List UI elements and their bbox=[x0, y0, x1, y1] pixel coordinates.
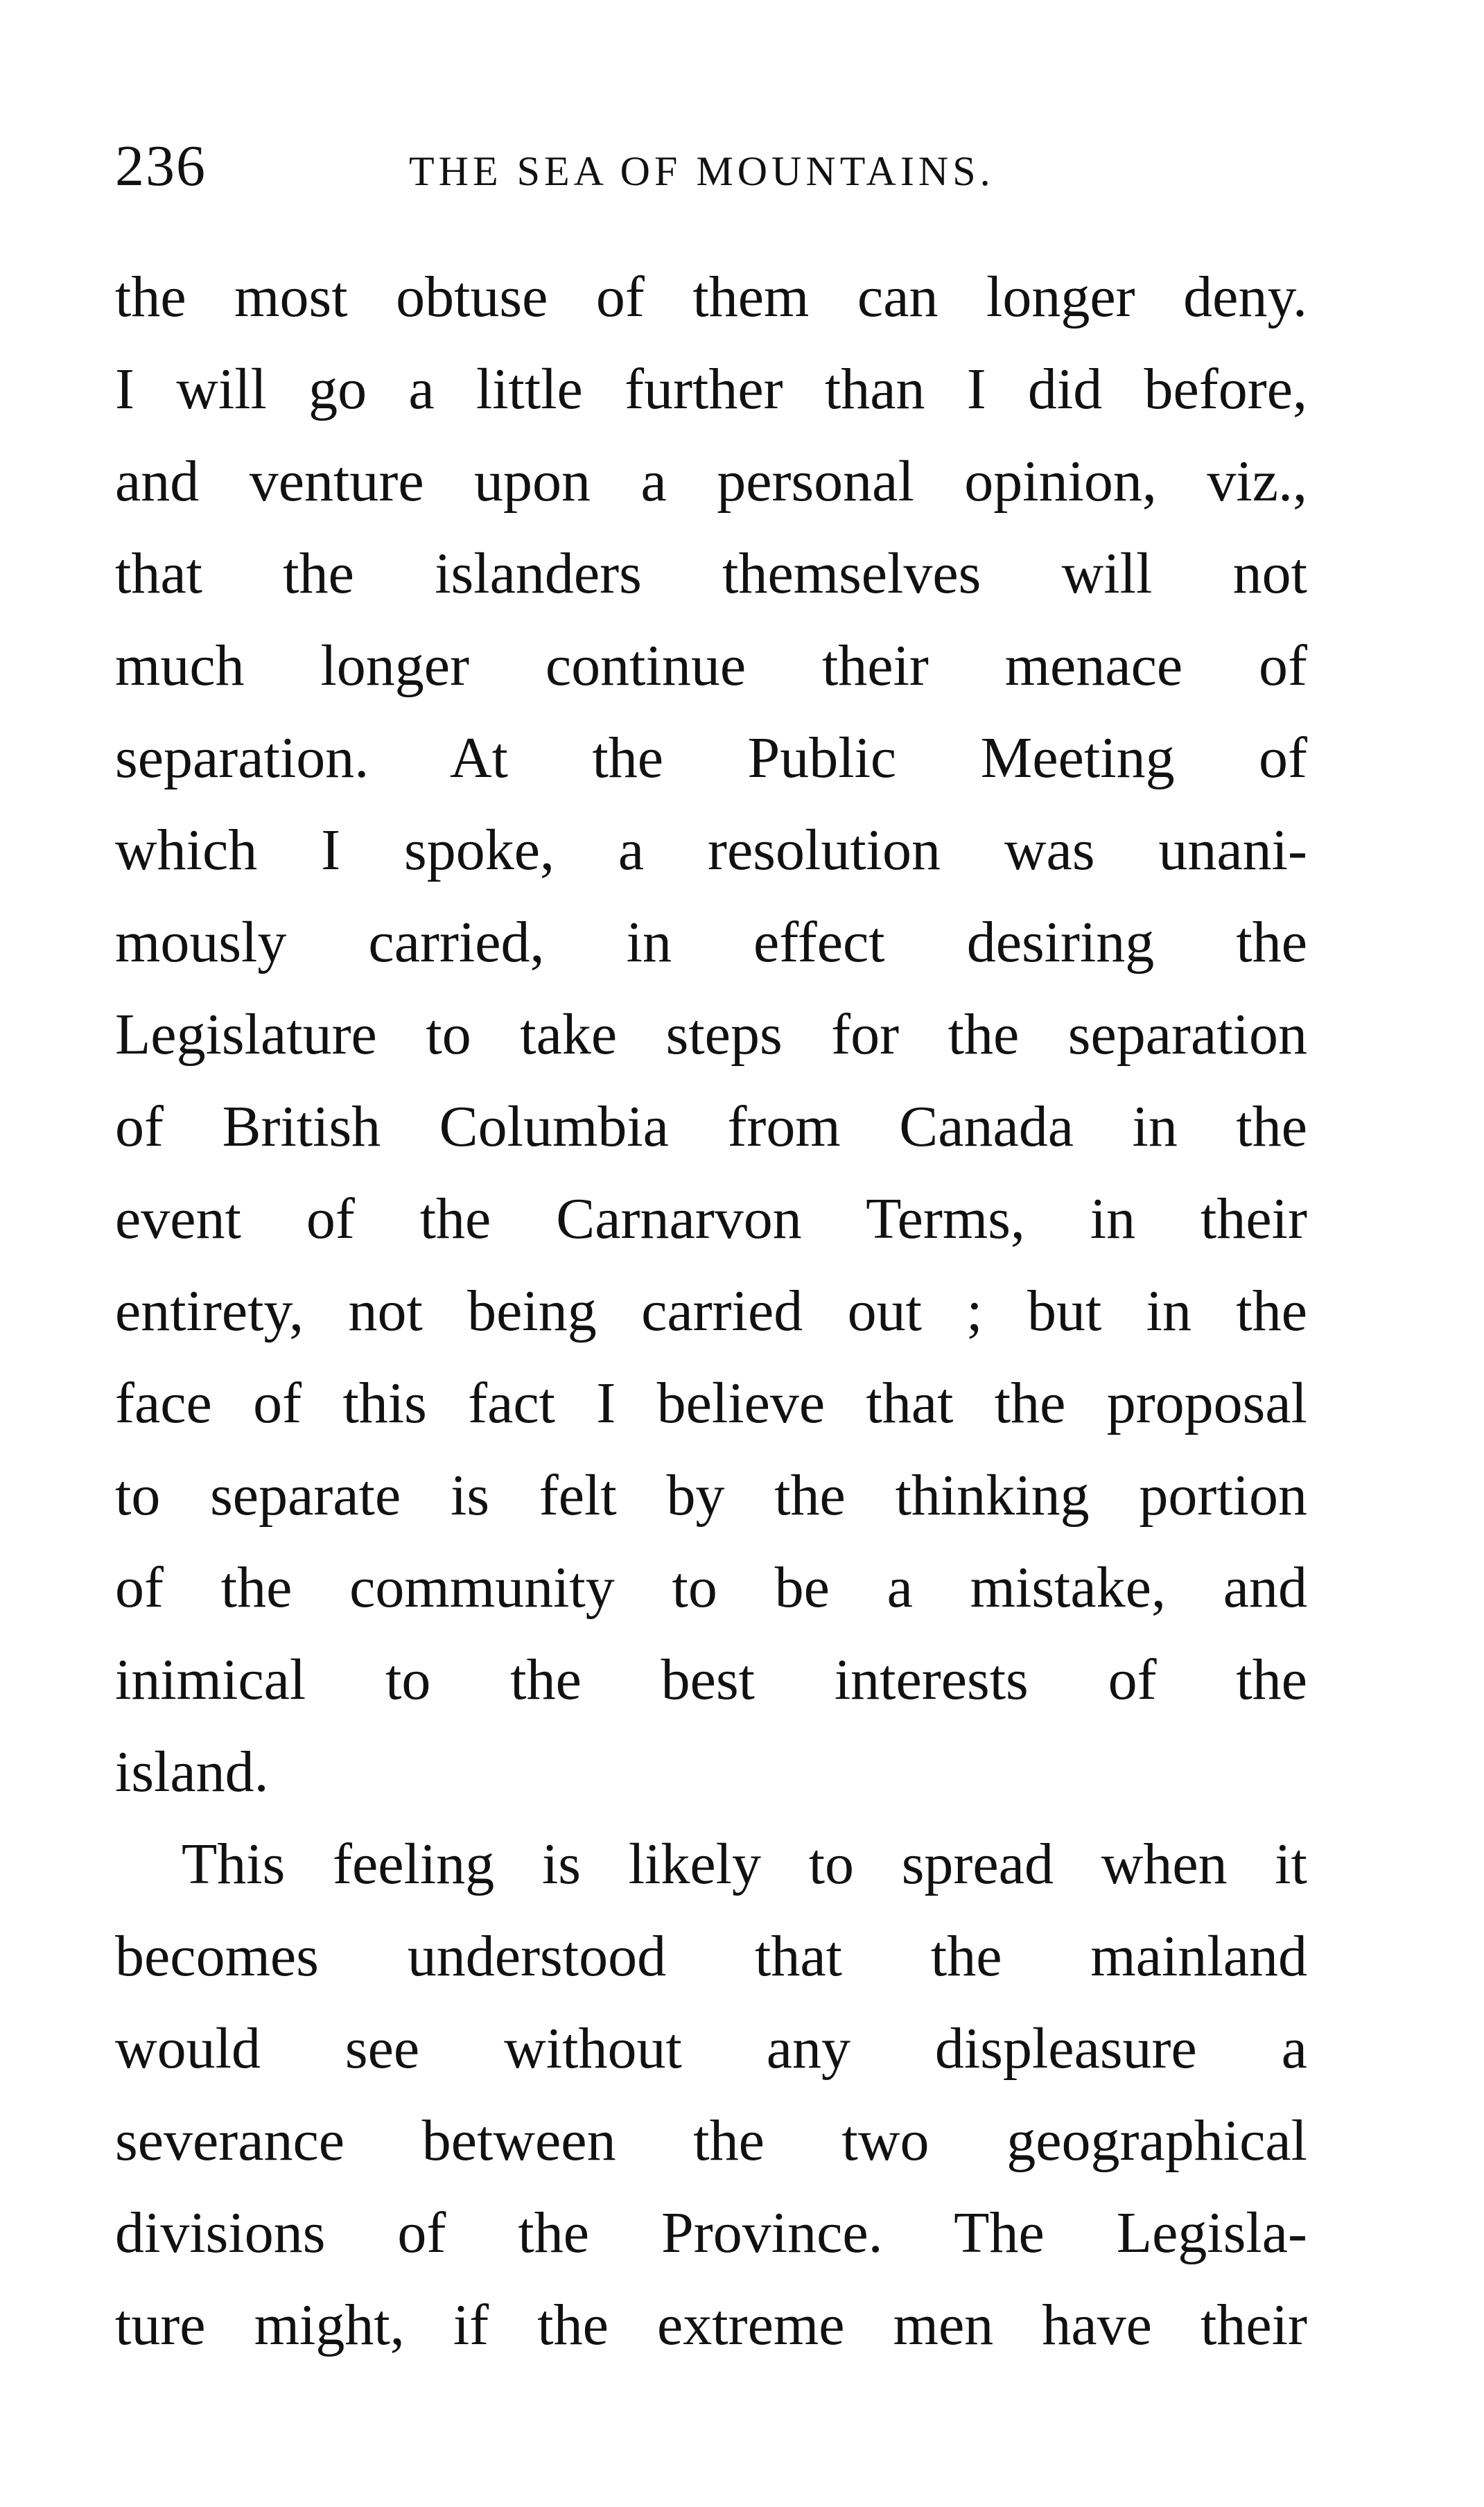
running-head bbox=[115, 125, 1307, 208]
text-line: Legislature to take steps for the separation bbox=[115, 1002, 1307, 1067]
text-line: island. bbox=[115, 1740, 269, 1804]
paragraph bbox=[115, 251, 1307, 1818]
text-line: to separate is felt by the thinking portion bbox=[115, 1463, 1307, 1528]
text-line: much longer continue their menace of bbox=[115, 634, 1307, 698]
text-line: inimical to the best interests of the bbox=[115, 1648, 1307, 1712]
text-line: entirety, not being carried out ; but in the bbox=[115, 1279, 1307, 1343]
text-line: that the islanders themselves will not bbox=[115, 541, 1307, 606]
body-text bbox=[115, 251, 1307, 2371]
paragraph bbox=[115, 1818, 1307, 2371]
text-line: of British Columbia from Canada in the bbox=[115, 1094, 1307, 1159]
text-line: divisions of the Province. The Legisla- bbox=[115, 2201, 1307, 2265]
text-line: event of the Carnarvon Terms, in their bbox=[115, 1187, 1307, 1251]
text-line: of the community to be a mistake, and bbox=[115, 1555, 1307, 1620]
text-line: I will go a little further than I did before, bbox=[115, 357, 1307, 421]
text-line: ture might, if the extreme men have their bbox=[115, 2293, 1307, 2357]
text-line: severance between the two geographical bbox=[115, 2108, 1307, 2173]
text-line: the most obtuse of them can longer deny. bbox=[115, 265, 1307, 329]
text-line: separation. At the Public Meeting of bbox=[115, 726, 1307, 790]
text-line: This feeling is likely to spread when it bbox=[182, 1832, 1307, 1896]
text-line: mously carried, in effect desiring the bbox=[115, 910, 1307, 975]
text-line: becomes understood that the mainland bbox=[115, 1924, 1307, 1989]
running-title: THE SEA OF MOUNTAINS. bbox=[409, 148, 995, 194]
page-number: 236 bbox=[115, 134, 207, 198]
text-line: would see without any displeasure a bbox=[115, 2016, 1307, 2081]
text-line: face of this fact I believe that the proposal bbox=[115, 1371, 1307, 1435]
text-line: which I spoke, a resolution was unani- bbox=[115, 818, 1307, 882]
text-line: and venture upon a personal opinion, viz., bbox=[115, 449, 1307, 514]
